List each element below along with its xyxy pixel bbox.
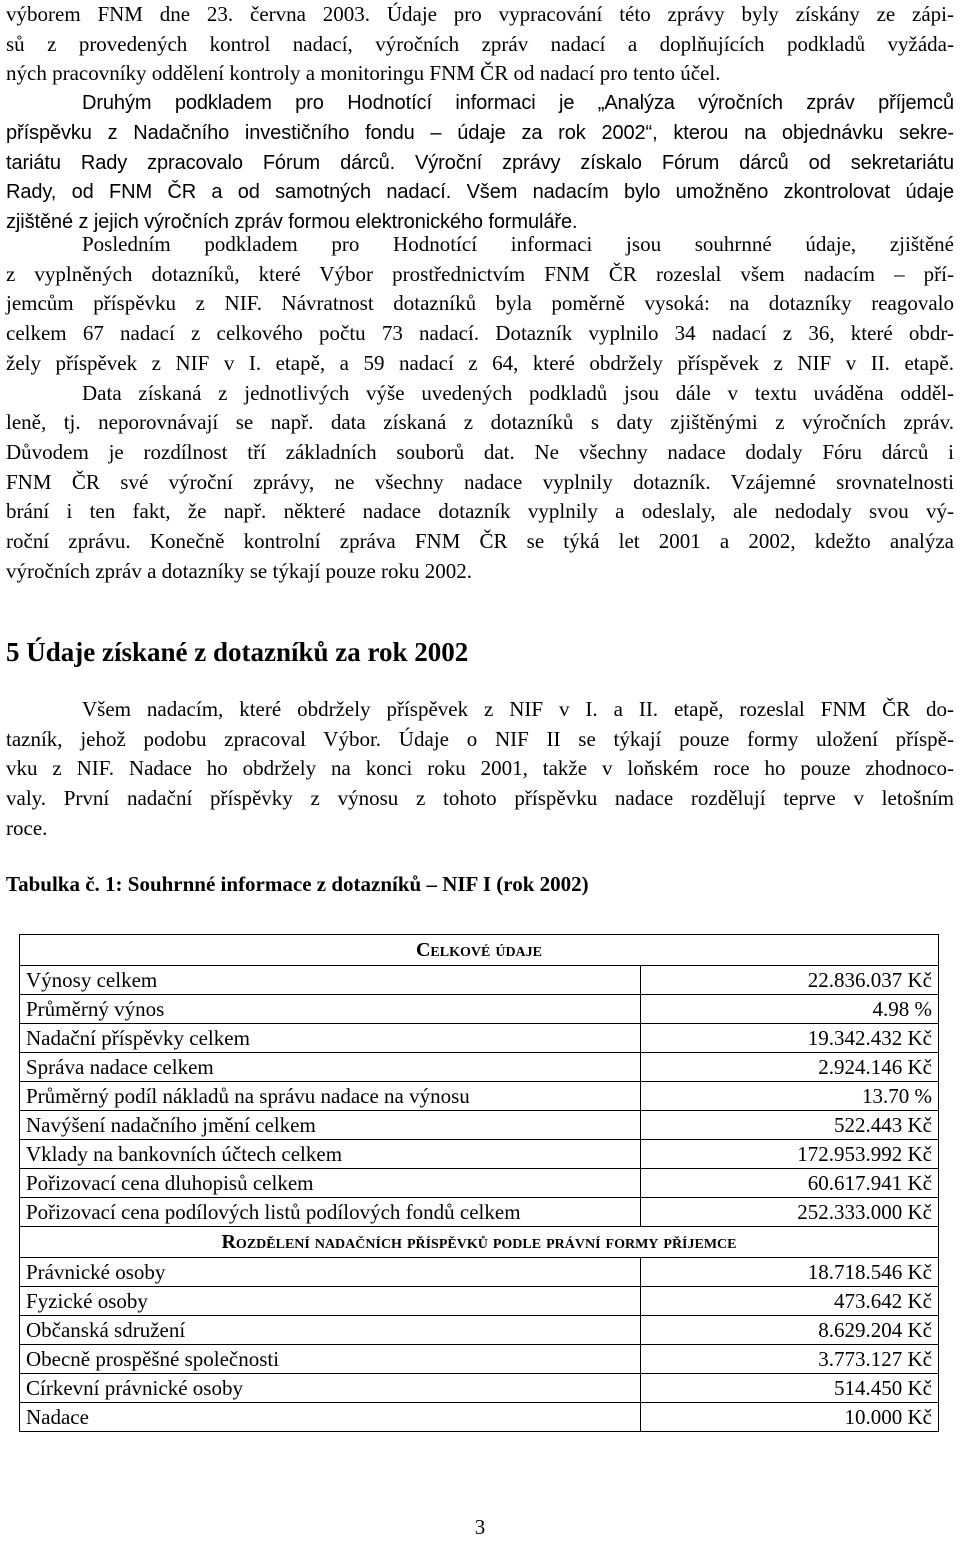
row-label: Občanská sdružení xyxy=(20,1316,641,1345)
table-row xyxy=(20,1403,939,1432)
row-value: 60.617.941 Kč xyxy=(641,1169,939,1198)
text-line: Všem nadacím, které obdržely příspěvek z NIF v I. a II. etapě, rozeslal FNM ČR do- xyxy=(82,697,954,721)
row-label: Navýšení nadačního jmění celkem xyxy=(20,1111,641,1140)
text-line: tazník, jehož podobu zpracoval Výbor. Údaje o NIF II se týkají pouze formy uložení příspě- xyxy=(6,726,954,751)
section-title-overall: Celkové údaje xyxy=(20,935,939,966)
row-value: 252.333.000 Kč xyxy=(641,1198,939,1227)
row-label: Správa nadace celkem xyxy=(20,1053,641,1082)
text-line: tariátu Rady zpracovalo Fórum dárců. Výroční zprávy získalo Fórum dárců od sekretariátu xyxy=(6,151,954,174)
row-value: 172.953.992 Kč xyxy=(641,1140,939,1169)
text-line: žely příspěvek z NIF v I. etapě, a 59 nadací z 64, které obdržely příspěvek z NIF v II. etapě. xyxy=(6,350,954,375)
row-label: Nadační příspěvky celkem xyxy=(20,1024,641,1053)
table-row xyxy=(20,1198,939,1227)
text-line: roce. xyxy=(6,815,48,840)
table-row xyxy=(20,966,939,995)
section-heading: 5 Údaje získané z dotazníků za rok 2002 xyxy=(6,637,469,667)
row-label: Vklady na bankovních účtech celkem xyxy=(20,1140,641,1169)
row-value: 19.342.432 Kč xyxy=(641,1024,939,1053)
text-line: celkem 67 nadací z celkového počtu 73 nadací. Dotazník vyplnilo 34 nadací z 36, které obdr- xyxy=(6,321,954,346)
paragraph-sources xyxy=(6,230,954,586)
text-line: příspěvku z Nadačního investičního fondu – údaje za rok 2002“, kterou na objednávku sekre- xyxy=(6,121,954,144)
text-line: ných pracovníky oddělení kontroly a monitoringu FNM ČR od nadací pro tento účel. xyxy=(6,61,721,86)
table-section-header xyxy=(20,1227,939,1258)
text-line: brání i ten fakt, že např. některé nadace dotazník vyplnily a odeslaly, ale nedodaly svou vý- xyxy=(6,499,954,524)
row-label: Obecně prospěšné společnosti xyxy=(20,1345,641,1374)
table-row xyxy=(20,1258,939,1287)
row-value: 514.450 Kč xyxy=(641,1374,939,1403)
row-label: Průměrný podíl nákladů na správu nadace na výnosu xyxy=(20,1082,641,1111)
row-label: Pořizovací cena podílových listů podílových fondů celkem xyxy=(20,1198,641,1227)
row-value: 13.70 % xyxy=(641,1082,939,1111)
row-value: 8.629.204 Kč xyxy=(641,1316,939,1345)
table-caption: Tabulka č. 1: Souhrnné informace z dotazníků – NIF I (rok 2002) xyxy=(6,872,589,896)
text-line: FNM ČR své výroční zprávy, ne všechny nadace vyplnily dotazník. Vzájemné srovnatelnosti xyxy=(6,469,954,494)
row-label: Výnosy celkem xyxy=(20,966,641,995)
table-row xyxy=(20,1140,939,1169)
row-value: 10.000 Kč xyxy=(641,1403,939,1432)
summary-table xyxy=(19,934,939,1432)
row-label: Pořizovací cena dluhopisů celkem xyxy=(20,1169,641,1198)
row-label: Průměrný výnos xyxy=(20,995,641,1024)
table-row xyxy=(20,1316,939,1345)
summary-table-body xyxy=(20,935,939,1432)
row-value: 3.773.127 Kč xyxy=(641,1345,939,1374)
text-line: leně, tj. neporovnávají se např. data získaná z dotazníků s daty zjištěnými z výročních zpráv. xyxy=(6,410,954,435)
table-row xyxy=(20,995,939,1024)
paragraph-section xyxy=(6,695,954,844)
text-line: zjištěné z jejich výročních zpráv formou elektronického formuláře. xyxy=(6,210,578,233)
text-line: jemcům příspěvku z NIF. Návratnost dotazníků byla poměrně vysoká: na dotazníky reagovalo xyxy=(6,291,954,316)
row-value: 473.642 Kč xyxy=(641,1287,939,1316)
text-line: vku z NIF. Nadace ho obdržely na konci roku 2001, takže v loňském roce ho pouze zhodnoco- xyxy=(6,756,954,781)
text-line: Důvodem je rozdílnost tří základních souborů dat. Ne všechny nadace dodaly Fóru dárců i xyxy=(6,439,954,464)
text-line: Rady, od FNM ČR a od samotných nadací. Všem nadacím bylo umožněno zkontrolovat údaje xyxy=(6,181,954,204)
row-label: Právnické osoby xyxy=(20,1258,641,1287)
row-label: Nadace xyxy=(20,1403,641,1432)
row-value: 522.443 Kč xyxy=(641,1111,939,1140)
row-label: Fyzické osoby xyxy=(20,1287,641,1316)
table-row xyxy=(20,1287,939,1316)
table-row xyxy=(20,1082,939,1111)
text-line: sů z provedených kontrol nadací, výročních zpráv nadací a doplňujících podkladů vyžáda- xyxy=(6,31,954,56)
text-line: výborem FNM dne 23. června 2003. Údaje pro vypracování této zprávy byly získány ze zápi- xyxy=(6,2,954,26)
text-line: výročních zpráv a dotazníky se týkají pouze roku 2002. xyxy=(6,558,472,583)
text-line: Druhým podkladem pro Hodnotící informaci je „Analýza výročních zpráv příjemců xyxy=(82,92,954,115)
text-line: valy. První nadační příspěvky z výnosu z tohoto příspěvku nadace rozdělují teprve v letošním xyxy=(6,786,954,811)
paragraph-intro xyxy=(6,0,954,238)
table-row xyxy=(20,1111,939,1140)
table-row xyxy=(20,1345,939,1374)
row-value: 2.924.146 Kč xyxy=(641,1053,939,1082)
table-row xyxy=(20,1374,939,1403)
text-line: z vyplněných dotazníků, které Výbor prostřednictvím FNM ČR rozeslal všem nadacím – pří- xyxy=(6,261,954,286)
page-number: 3 xyxy=(474,1515,486,1539)
row-label: Církevní právnické osoby xyxy=(20,1374,641,1403)
table-section-header xyxy=(20,935,939,966)
table-row xyxy=(20,1169,939,1198)
text-line: Posledním podkladem pro Hodnotící informaci jsou souhrnné údaje, zjištěné xyxy=(82,232,954,256)
table-row xyxy=(20,1053,939,1082)
section-title-distribution: Rozdělení nadačních příspěvků podle právní formy příjemce xyxy=(20,1227,939,1258)
text-line: roční zprávu. Konečně kontrolní zpráva FNM ČR se týká let 2001 a 2002, kdežto analýza xyxy=(6,529,954,554)
row-value: 4.98 % xyxy=(641,995,939,1024)
text-line: Data získaná z jednotlivých výše uvedených podkladů jsou dále v textu uváděna odděl- xyxy=(82,380,954,405)
row-value: 22.836.037 Kč xyxy=(641,966,939,995)
row-value: 18.718.546 Kč xyxy=(641,1258,939,1287)
table-row xyxy=(20,1024,939,1053)
